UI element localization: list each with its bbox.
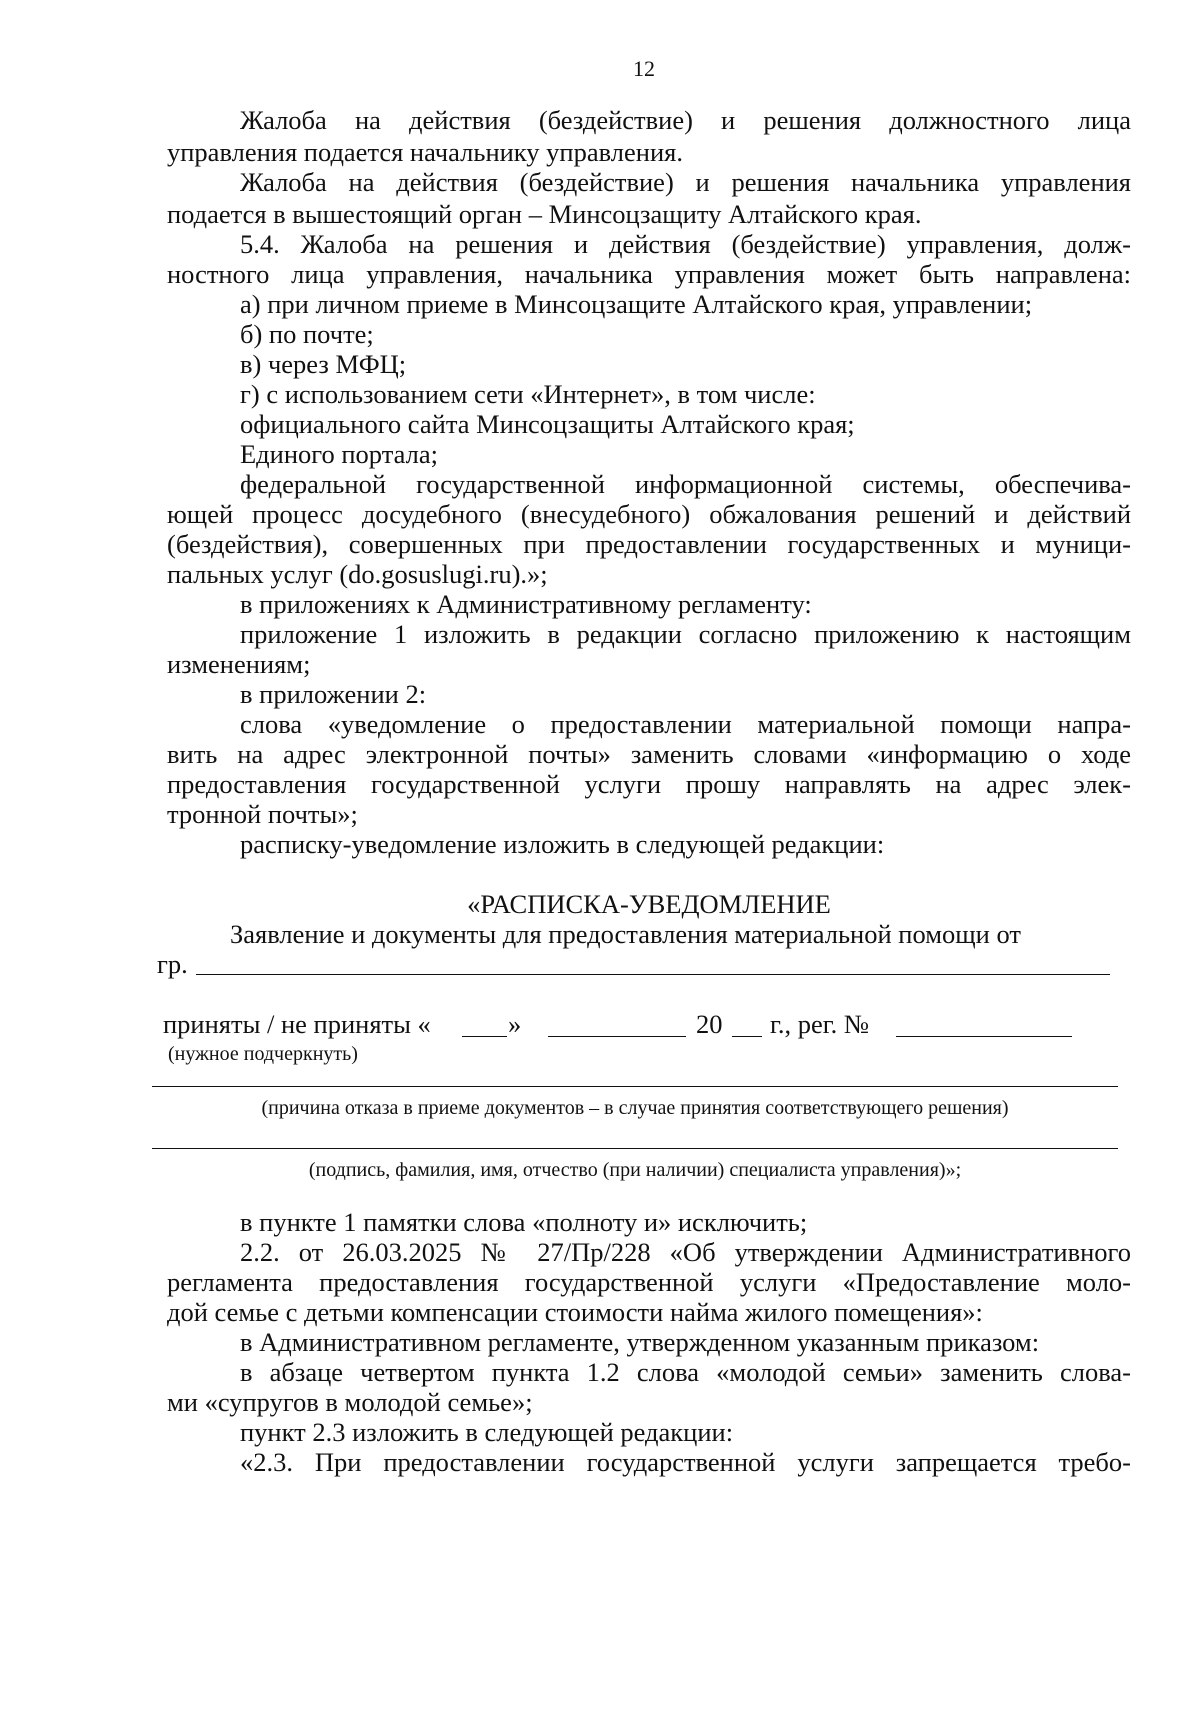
text-line: пункт 2.3 изложить в следующей редакции:: [240, 1417, 734, 1447]
text-line: ющей процесс досудебного (внесудебного) обжалования решений и действий: [167, 499, 1131, 529]
form-year-blank: [732, 1036, 762, 1037]
text-line: в) через МФЦ;: [240, 349, 407, 379]
text-line: предоставления государственной услуги прошу направлять на адрес элек-: [167, 769, 1131, 799]
text-line: управления подается начальнику управления.: [167, 137, 683, 167]
page-number: 12: [633, 56, 655, 81]
text-line: (бездействия), совершенных при предоставлении государственных и муници-: [167, 529, 1131, 559]
text-line: федеральной государственной информационной системы, обеспечива-: [240, 469, 1131, 499]
text-line: официального сайта Минсоцзащиты Алтайского края;: [240, 409, 855, 439]
form-day-blank: [462, 1036, 507, 1037]
form-title: «РАСПИСКА-УВЕДОМЛЕНИЕ: [467, 889, 831, 919]
form-intro-line: Заявление и документы для предоставления материальной помощи от: [230, 919, 1021, 949]
text-line: расписку-уведомление изложить в следующей редакции:: [240, 829, 885, 859]
text-line: в пункте 1 памятки слова «полноту и» исключить;: [240, 1207, 808, 1237]
form-hint-reason: (причина отказа в приеме документов – в случае принятия соответствующего решения): [261, 1097, 1009, 1119]
text-line: 2.2. от 26.03.2025 № 27/Пр/228 «Об утверждении Административного: [240, 1237, 1131, 1267]
form-hint-underline: (нужное подчеркнуть): [168, 1043, 358, 1065]
form-signature-blank: [152, 1148, 1118, 1149]
text-line: 5.4. Жалоба на решения и действия (бездействие) управления, долж-: [240, 229, 1131, 259]
text-line: изменениям;: [167, 649, 311, 679]
form-name-blank: [196, 974, 1110, 975]
form-month-blank: [548, 1036, 686, 1037]
text-line: приложение 1 изложить в редакции согласно приложению к настоящим: [240, 619, 1131, 649]
form-accepted-label: приняты / не приняты «: [163, 1009, 431, 1039]
form-reg-label: г., рег. №: [770, 1009, 870, 1039]
text-line: дой семье с детьми компенсации стоимости найма жилого помещения»:: [167, 1297, 983, 1327]
text-line: в Административном регламенте, утвержденном указанным приказом:: [240, 1327, 1040, 1357]
text-line: б) по почте;: [240, 319, 374, 349]
text-line: а) при личном приеме в Минсоцзащите Алтайского края, управлении;: [240, 289, 1033, 319]
form-gr-label: гр.: [157, 949, 188, 979]
text-line: г) с использованием сети «Интернет», в том числе:: [240, 379, 816, 409]
form-quote-close: »: [508, 1009, 522, 1039]
text-line: пальных услуг (do.gosuslugi.ru).»;: [167, 559, 548, 589]
text-line: вить на адрес электронной почты» заменить словами «информацию о ходе: [167, 739, 1131, 769]
text-line: в приложении 2:: [240, 679, 427, 709]
text-line: Единого портала;: [240, 439, 438, 469]
text-line: тронной почты»;: [167, 799, 358, 829]
text-line: слова «уведомление о предоставлении материальной помощи напра-: [240, 709, 1131, 739]
text-line: ностного лица управления, начальника управления может быть направлена:: [167, 259, 1131, 289]
text-line: подается в вышестоящий орган – Минсоцзащиту Алтайского края.: [167, 199, 922, 229]
form-reg-number-blank: [896, 1036, 1072, 1037]
form-year-prefix: 20: [696, 1009, 723, 1039]
text-line: Жалоба на действия (бездействие) и решения начальника управления: [240, 167, 1131, 197]
text-line: в абзаце четвертом пункта 1.2 слова «молодой семьи» заменить слова-: [240, 1357, 1131, 1387]
text-line: регламента предоставления государственной услуги «Предоставление моло-: [167, 1267, 1131, 1297]
form-reason-blank: [152, 1086, 1118, 1087]
text-line: «2.3. При предоставлении государственной услуги запрещается требо-: [240, 1447, 1131, 1477]
text-line: Жалоба на действия (бездействие) и решения должностного лица: [240, 105, 1131, 135]
text-line: ми «супругов в молодой семье»;: [167, 1387, 533, 1417]
text-line: в приложениях к Административному регламенту:: [240, 589, 812, 619]
form-hint-signature: (подпись, фамилия, имя, отчество (при наличии) специалиста управления)»;: [308, 1159, 962, 1181]
